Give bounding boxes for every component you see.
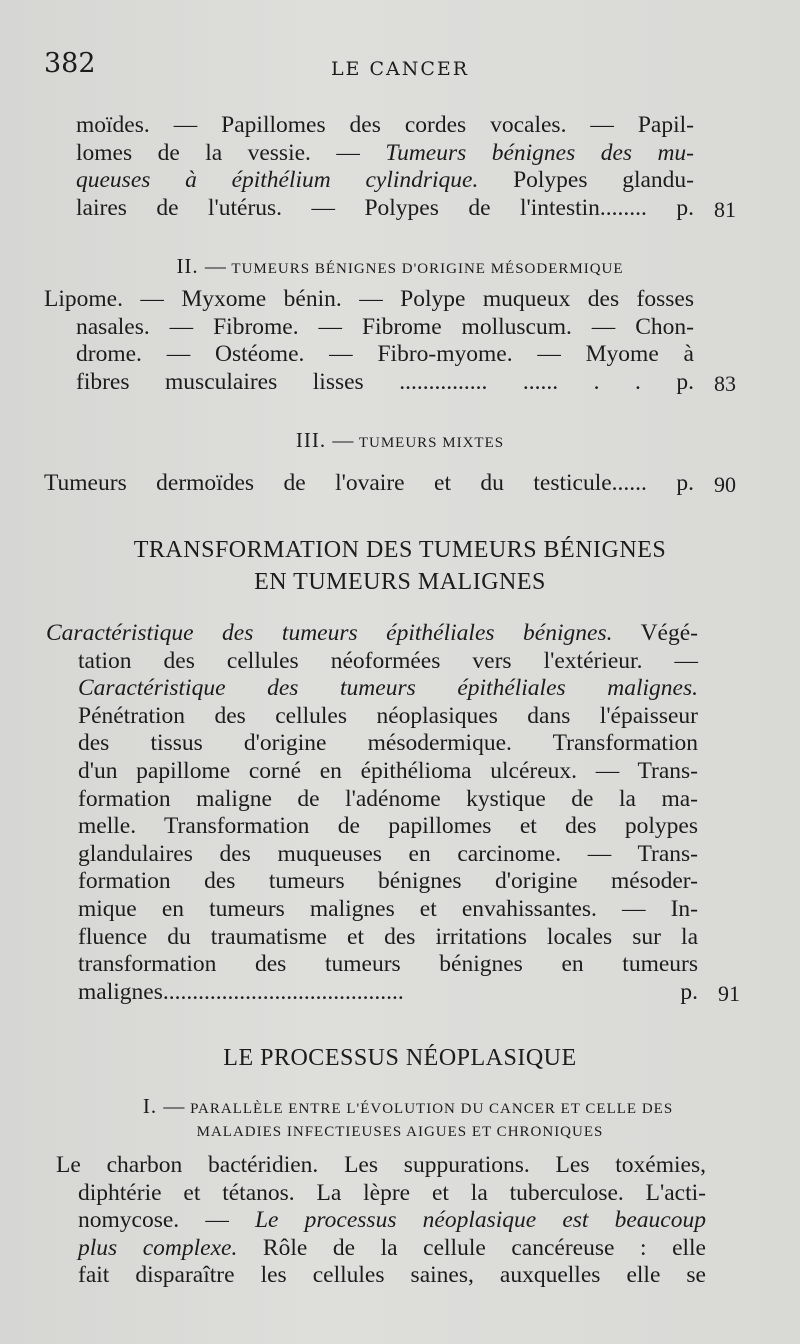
subsection-heading: II. — TUMEURS BÉNIGNES D'ORIGINE MÉSODERMIQUE (176, 254, 624, 278)
page-number: 382 (44, 48, 96, 79)
text-line: mique en tumeurs malignes et envahissantes. — In- (78, 895, 698, 922)
text-line: drome. — Ostéome. — Fibro-myome. — Myome à (76, 341, 694, 368)
subsection-heading: I. — PARALLÈLE ENTRE L'ÉVOLUTION DU CANCER ET CELLE DES (142, 1094, 674, 1118)
text-line: fibres musculaires lisses ............... ...... . . p. 83 (76, 368, 736, 396)
text-line: lomes de la vessie. — Tumeurs bénignes des mu- (76, 139, 695, 166)
page-reference: 83 (714, 370, 736, 396)
section3-paragraph (44, 470, 736, 498)
page-reference: 81 (714, 196, 736, 222)
text-line: moïdes. — Papillomes des cordes vocales. — Papil- (76, 112, 694, 138)
text-line: Lipome. — Myxome bénin. — Polype muqueux des fosses (44, 286, 694, 312)
section2-paragraph (44, 286, 736, 396)
page-reference: 91 (718, 980, 740, 1006)
text-line: formation maligne de l'adénome kystique de la ma- (78, 785, 698, 812)
text-line: fait disparaître les cellules saines, auxquelles elle se (78, 1262, 706, 1289)
page-reference: 90 (714, 472, 736, 497)
text-line: laires de l'utérus. — Polypes de l'intestin........ p. 81 (76, 194, 736, 222)
text-line: nomycose. — Le processus néoplasique est beaucoup (78, 1207, 706, 1234)
text-line: diphtérie et tétanos. La lèpre et la tuberculose. L'acti- (78, 1179, 706, 1206)
chapter1-paragraph (46, 620, 740, 1006)
text-line: fluence du traumatisme et des irritations locales sur la (78, 923, 698, 950)
chapter-heading: LE PROCESSUS NÉOPLASIQUE (223, 1045, 577, 1071)
text-line: Pénétration des cellules néoplasiques dans l'épaisseur (78, 702, 698, 729)
text-line: glandulaires des muqueuses en carcinome. — Trans- (78, 840, 698, 867)
text-line: melle. Transformation de papillomes et des polypes (78, 813, 698, 840)
subsection-heading-cont: MALADIES INFECTIEUSES AIGUES ET CHRONIQUES (196, 1124, 604, 1140)
text-line: formation des tumeurs bénignes d'origine mésoder- (78, 868, 698, 895)
text-line: tation des cellules néoformées vers l'extérieur. — (78, 647, 698, 674)
text-line: queuses à épithélium cylindrique. Polypes glandu- (76, 167, 694, 194)
text-line: des tissus d'origine mésodermique. Transformation (78, 730, 698, 757)
text-line: malignes......................................... p. 91 (78, 978, 740, 1006)
text-line: nasales. — Fibrome. — Fibrome molluscum. — Chon- (76, 313, 694, 340)
text-line: Tumeurs dermoïdes de l'ovaire et du testicule...... p. 90 (44, 470, 736, 497)
running-title: LE CANCER (330, 58, 470, 80)
text-line: plus complexe. Rôle de la cellule cancéreuse : elle (78, 1234, 706, 1261)
text-line: Le charbon bactéridien. Les suppurations. Les toxémies, (56, 1152, 706, 1178)
text-line: Caractéristique des tumeurs épithéliales malignes. (78, 675, 698, 702)
chapter2-paragraph (56, 1152, 706, 1290)
text-line: transformation des tumeurs bénignes en tumeurs (78, 951, 698, 978)
text-line: d'un papillome corné en épithélioma ulcéreux. — Trans- (78, 757, 698, 784)
subsection-heading: III. — TUMEURS MIXTES (295, 428, 505, 452)
chapter-heading: TRANSFORMATION DES TUMEURS BÉNIGNES EN TUMEURS MALIGNES (133, 537, 667, 595)
section1-paragraph (44, 112, 736, 222)
text-line: Caractéristique des tumeurs épithéliales bénignes. Végé- (46, 620, 698, 646)
